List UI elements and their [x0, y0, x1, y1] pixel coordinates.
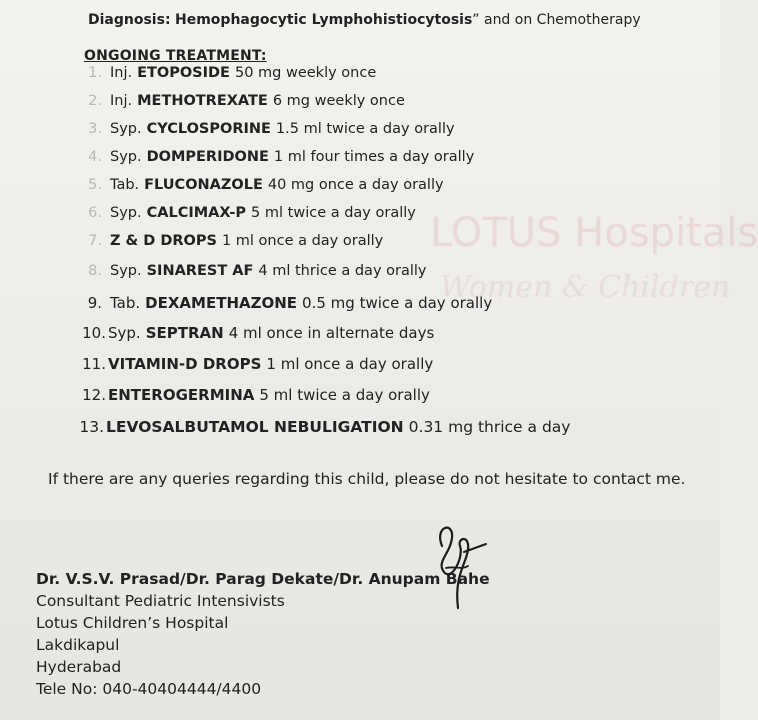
- medication-item: 8. Syp. SINAREST AF 4 ml thrice a day orally: [88, 263, 427, 279]
- watermark-line2: Women & Children: [440, 270, 731, 305]
- medication-item: 5. Tab. FLUCONAZOLE 40 mg once a day orally: [88, 177, 444, 193]
- medication-item: 11. VITAMIN-D DROPS 1 ml once a day orally: [82, 355, 434, 373]
- medication-item: 6. Syp. CALCIMAX-P 5 ml twice a day orally: [88, 205, 416, 221]
- diagnosis-condition: Hemophagocytic Lymphohistiocytosis: [175, 12, 473, 28]
- diagnosis-suffix: ” and on Chemotherapy: [472, 12, 641, 28]
- signatory-block: [36, 568, 490, 700]
- medication-item: 3. Syp. CYCLOSPORINE 1.5 ml twice a day orally: [88, 121, 455, 137]
- diagnosis-label: Diagnosis:: [88, 12, 171, 28]
- medication-item: 10. Syp. SEPTRAN 4 ml once in alternate days: [82, 324, 435, 342]
- contact-note: If there are any queries regarding this child, please do not hesitate to contact me.: [48, 470, 686, 488]
- medication-item: 4. Syp. DOMPERIDONE 1 ml four times a day orally: [88, 149, 475, 165]
- hospital-area: Lakdikapul: [36, 636, 120, 654]
- treatment-heading: ONGOING TREATMENT:: [84, 48, 267, 64]
- hospital-name: Lotus Children’s Hospital: [36, 614, 229, 632]
- medication-item: 9. Tab. DEXAMETHAZONE 0.5 mg twice a day orally: [87, 294, 493, 312]
- doctor-title: Consultant Pediatric Intensivists: [36, 592, 285, 610]
- hospital-phone: Tele No: 040-40404444/4400: [36, 680, 262, 698]
- hospital-city: Hyderabad: [36, 658, 122, 676]
- medication-item: 7. Z & D DROPS 1 ml once a day orally: [88, 233, 384, 249]
- medication-item: 1. Inj. ETOPOSIDE 50 mg weekly once: [88, 65, 377, 81]
- medication-item: 13. LEVOSALBUTAMOL NEBULIGATION 0.31 mg thrice a day: [79, 418, 571, 436]
- medication-item: 12. ENTEROGERMINA 5 ml twice a day orally: [82, 386, 430, 404]
- medication-item: 2. Inj. METHOTREXATE 6 mg weekly once: [88, 93, 405, 109]
- watermark-line1: LOTUS Hospitals: [430, 210, 758, 256]
- doctor-names: Dr. V.S.V. Prasad/Dr. Parag Dekate/Dr. Anupam Bahe: [36, 570, 490, 588]
